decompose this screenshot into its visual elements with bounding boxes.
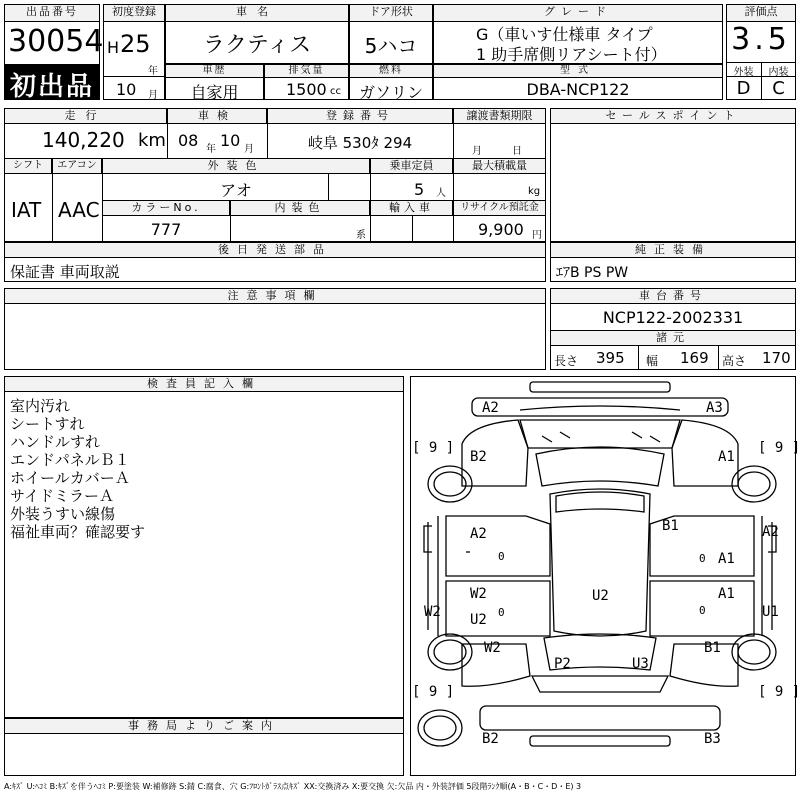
color-no-label: カラーNo. [102, 200, 230, 216]
plate-label: 登録番号 [267, 108, 453, 124]
inspection-label: 車検 [167, 108, 267, 124]
ext-score: D [736, 78, 751, 99]
diag-mark: U3 [632, 656, 649, 672]
diag-mark: B2 [470, 449, 487, 465]
length: 395 [596, 349, 625, 367]
ac: AAC [58, 198, 100, 222]
mileage-label: 走行 [4, 108, 167, 124]
car-name-label: 車名 [165, 4, 349, 22]
diag-mark: P2 [554, 656, 571, 672]
inspection-month: 10 [220, 131, 241, 150]
capacity-unit: 人 [436, 188, 446, 199]
import-label: 輸入車 [370, 200, 453, 216]
max-load-unit: kg [528, 186, 541, 197]
shift-label: シフト [4, 158, 52, 174]
model-label: 型式 [433, 64, 723, 78]
diag-mark: W2 [484, 640, 501, 656]
lot-number: 30054 [8, 24, 104, 59]
ac-label: エアコン [52, 158, 102, 174]
plate: 岐阜 530ﾀ 294 [307, 134, 413, 152]
capacity-label: 乗車定員 [370, 158, 453, 174]
inspector-line: サイドミラーＡ [10, 487, 114, 505]
capacity: 5 [414, 180, 425, 199]
max-load-label: 最大積載量 [453, 158, 546, 174]
transfer-label: 譲渡書類期限 [453, 108, 546, 124]
grade-label: グレード [433, 4, 723, 22]
diag-mark: W2 [470, 586, 487, 602]
diag-mark: 0 [498, 550, 505, 563]
diag-mark: A2 [482, 400, 499, 416]
fuel-label: 燃料 [349, 64, 433, 78]
notes-label: 注意事項欄 [4, 288, 546, 304]
diag-mark: U2 [470, 612, 487, 628]
height: 170 [762, 349, 791, 367]
inspection-month-unit: 月 [244, 144, 254, 155]
door-label: ドア形状 [349, 4, 433, 22]
interior-color-label: 内装色 [230, 200, 370, 216]
first-reg-year-unit: 年 [148, 66, 158, 77]
history-label: 車歴 [165, 64, 264, 78]
recycle-label: リサイクル預託金 [453, 200, 546, 216]
diag-mark: B3 [704, 731, 721, 747]
equipment-text: ｴｱB PS PW [556, 265, 629, 281]
score-label: 評価点 [726, 4, 796, 22]
color-no: 777 [150, 220, 182, 239]
diag-mark: [ 9 ] [758, 684, 800, 700]
height-label: 高さ [722, 354, 747, 368]
dims-label: 諸元 [550, 330, 796, 346]
inspector-line: シートすれ [10, 415, 85, 433]
sales-points-box [550, 108, 796, 242]
diag-mark: B1 [662, 518, 679, 534]
int-score-label: 内装 [768, 67, 789, 78]
fuel: ガソリン [358, 83, 423, 102]
mileage: 140,220 [42, 128, 125, 152]
diag-mark: A3 [706, 400, 723, 416]
diag-mark: A1 [718, 586, 735, 602]
first-reg-era: H [107, 38, 120, 57]
model: DBA-NCP122 [526, 80, 630, 99]
displacement-unit: cc [330, 86, 341, 97]
score-value: 3.5 [731, 22, 791, 57]
first-reg-month: 10 [116, 80, 137, 99]
history: 自家用 [190, 83, 239, 102]
first-reg-label: 初度登録 [103, 4, 165, 22]
ext-score-label: 外装 [733, 67, 754, 78]
car-name: ラクティス [202, 33, 312, 58]
equipment-label: 純正装備 [550, 242, 796, 258]
inspection-year-unit: 年 [206, 144, 216, 155]
width-label: 幅 [646, 354, 659, 368]
diag-mark: A1 [718, 449, 735, 465]
int-score: C [772, 78, 785, 99]
length-label: 長さ [554, 354, 579, 368]
chassis-label: 車台番号 [550, 288, 796, 304]
inspector-line: エンドパネルＢ１ [10, 451, 130, 469]
displacement-label: 排気量 [264, 64, 349, 78]
inspection-year: 08 [178, 131, 199, 150]
mileage-unit: km [138, 130, 166, 151]
diag-mark: 0 [498, 606, 505, 619]
interior-color-unit: 系 [356, 230, 366, 241]
first-sale-badge-text: 初出品 [9, 72, 94, 102]
diag-mark: B2 [482, 731, 499, 747]
grade-line1: G（車いす仕様車 タイプ [476, 25, 653, 44]
diag-mark: A2 [470, 526, 487, 542]
transfer-month-unit: 月 [472, 146, 482, 157]
inspector-label: 検査員記入欄 [4, 376, 404, 392]
chassis-number: NCP122-2002331 [602, 308, 744, 327]
first-reg-month-unit: 月 [148, 90, 158, 101]
inspector-line: 室内汚れ [10, 397, 71, 415]
office-label: 事務局よりご案内 [4, 718, 404, 734]
diag-mark: U2 [592, 588, 609, 604]
diag-mark: [ 9 ] [412, 684, 455, 700]
diag-mark: B1 [704, 640, 721, 656]
recycle-unit: 円 [532, 230, 542, 241]
diag-mark: W2 [424, 604, 441, 620]
sales-points-label: セールスポイント [550, 108, 796, 124]
inspector-line: ホイールカバーＡ [10, 469, 130, 487]
later-parts-label: 後日発送部品 [4, 242, 546, 258]
width: 169 [680, 349, 709, 367]
shift: IAT [11, 198, 42, 222]
first-reg-year: 25 [120, 30, 151, 58]
diag-mark: [ 9 ] [412, 440, 455, 456]
inspector-line: 外装うすい線傷 [10, 505, 116, 523]
diag-mark: 0 [699, 552, 706, 565]
color: アオ [220, 181, 252, 200]
diag-mark: 0 [699, 604, 706, 617]
door-type: 5ハコ [364, 34, 418, 58]
inspector-line: ハンドルすれ [10, 433, 101, 451]
later-parts-text: 保証書 車両取説 [10, 263, 120, 281]
transfer-day-unit: 日 [512, 146, 522, 157]
color-label: 外装色 [102, 158, 370, 174]
lot-number-label: 出品番号 [4, 4, 100, 22]
car-diagram [410, 376, 796, 776]
diag-mark: A2 [762, 524, 779, 540]
inspector-line: 福祉車両？確認要す [10, 523, 146, 541]
legend: A:ｷｽﾞ U:ﾍｺﾐ B:ｷｽﾞを伴うﾍｺﾐ P:要塗装 W:補修跡 S:錆 C:腐食、穴 G:ﾌﾛﾝﾄｶﾞﾗｽ点ｷｽﾞ XX:交換済み X:要交換 欠:欠品 内・外装評価 5段階ﾗﾝｸ順(A・B・C・D・E) 3 [4, 782, 582, 791]
diag-mark: U1 [762, 604, 779, 620]
grade-line2: 1 助手席側リアシート付） [476, 45, 667, 64]
recycle: 9,900 [478, 220, 524, 239]
displacement: 1500 [286, 80, 327, 99]
diag-mark: A1 [718, 551, 735, 567]
diag-mark: [ 9 ] [758, 440, 800, 456]
